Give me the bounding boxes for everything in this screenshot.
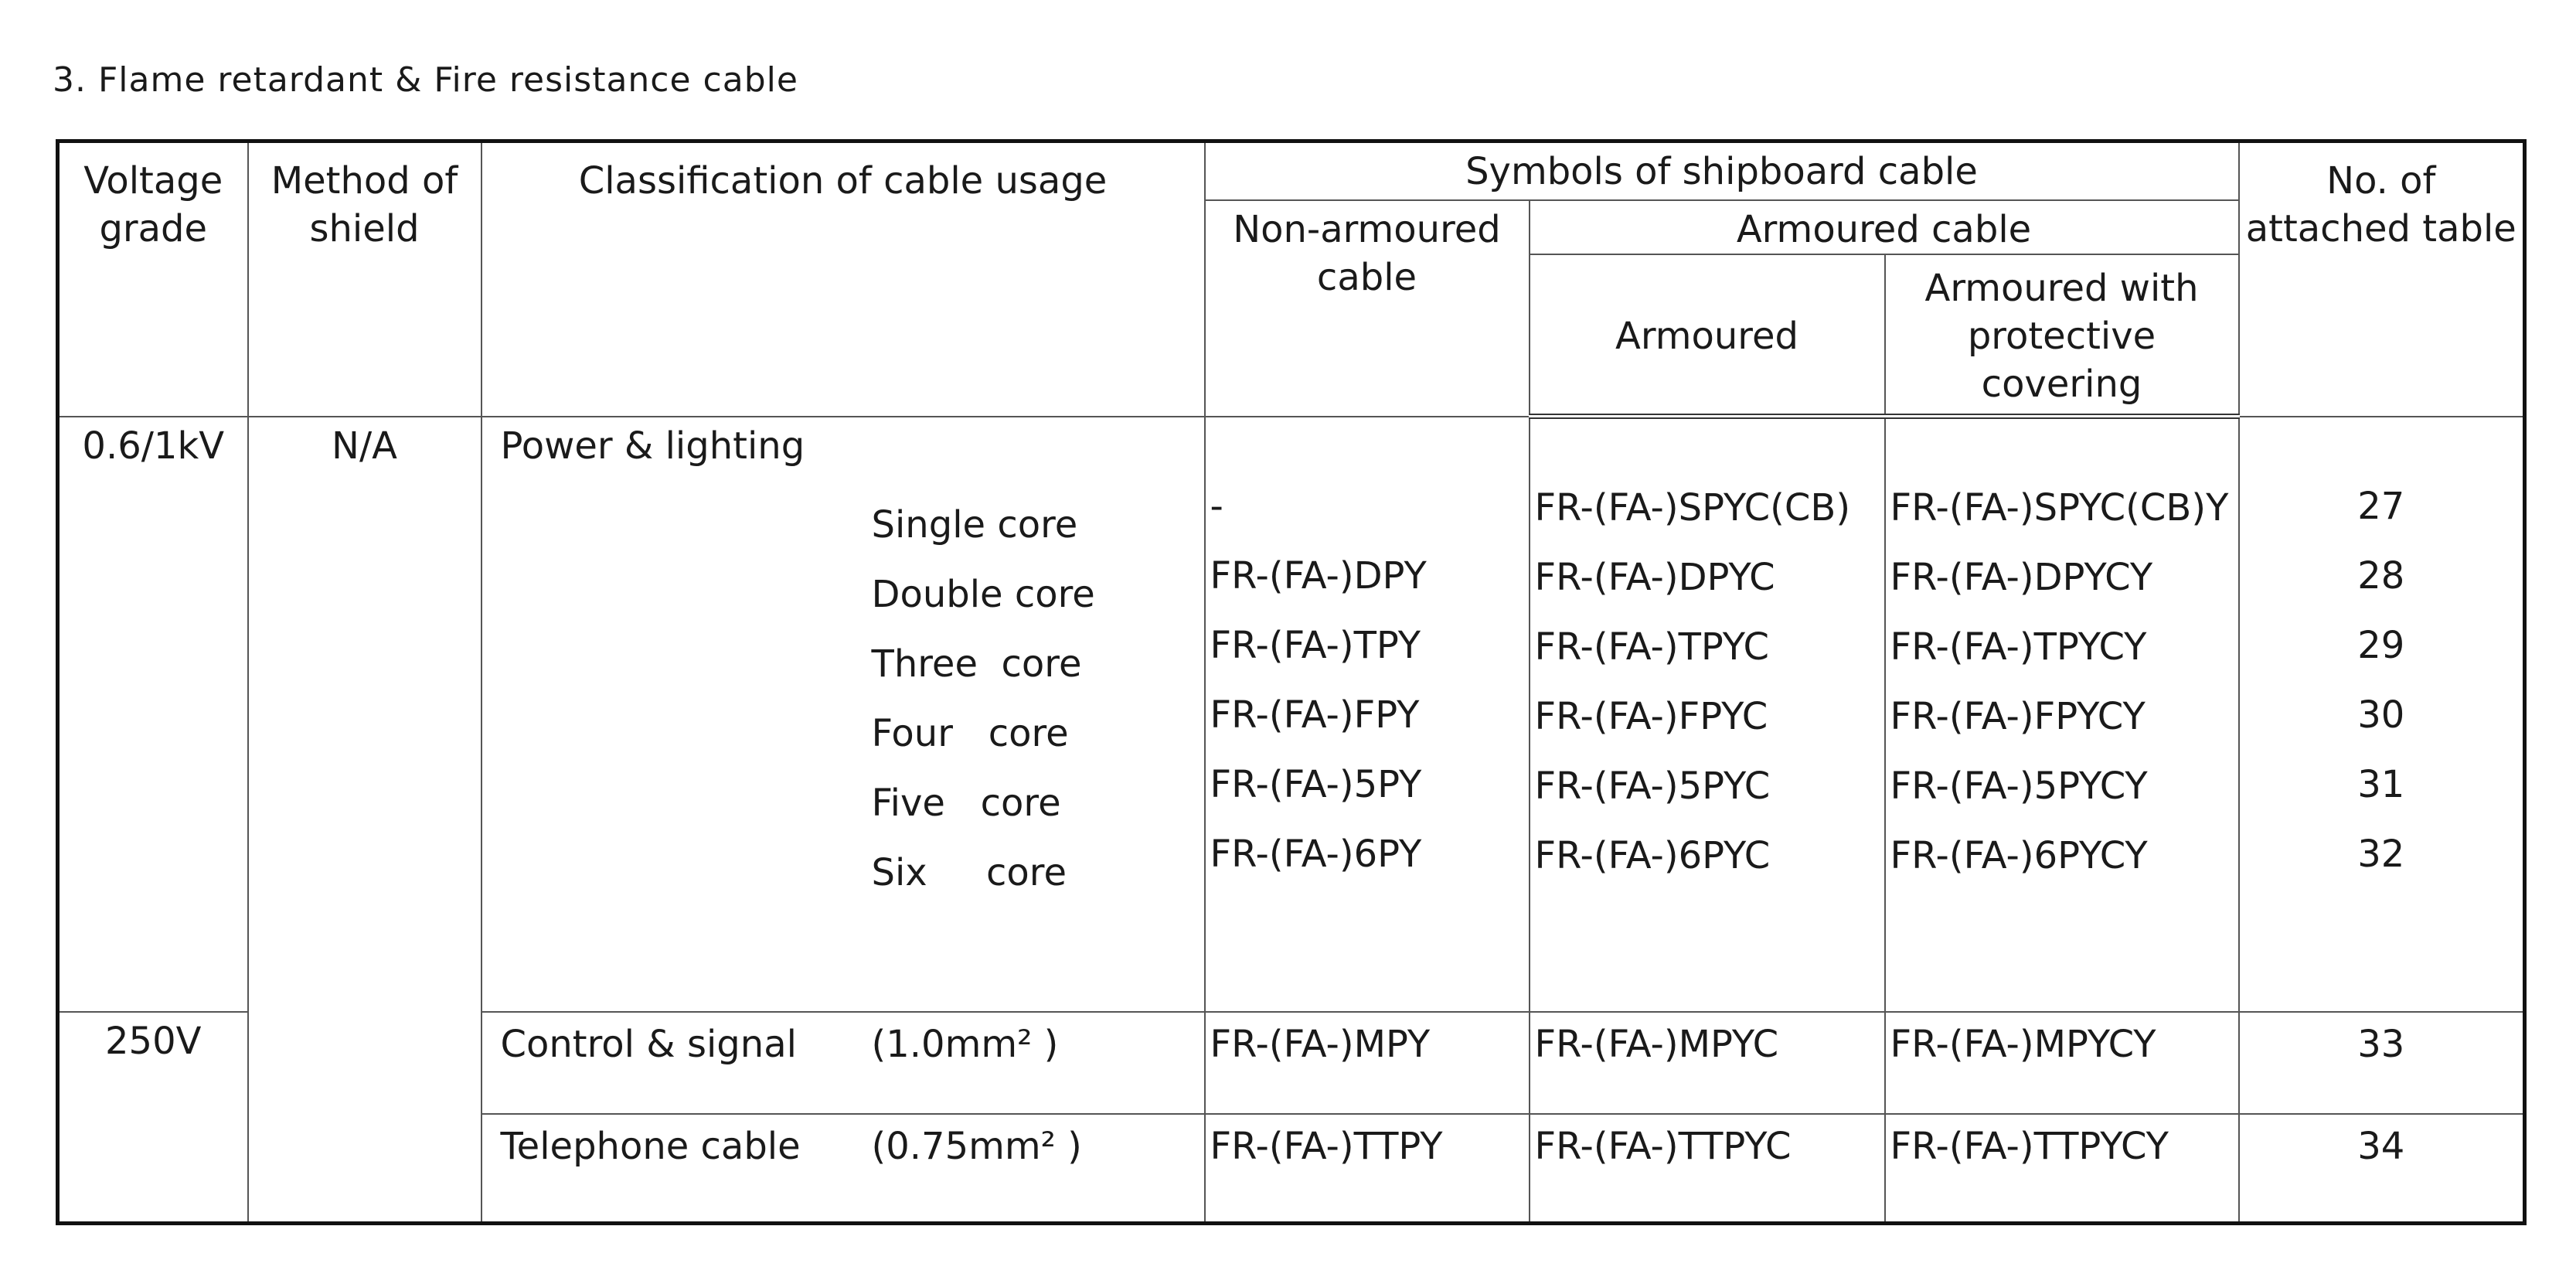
core-label: Four core bbox=[871, 711, 1069, 755]
table-no: 33 bbox=[2239, 1012, 2525, 1114]
symbol-text: FR-(FA-)TTPYCY bbox=[1885, 1114, 2239, 1224]
header-classification: Classification of cable usage bbox=[482, 141, 1205, 417]
header-non-armoured: Non-armoured cable bbox=[1205, 200, 1530, 417]
size-label: (0.75mm² ) bbox=[871, 1124, 1082, 1168]
armoured-cell bbox=[1530, 417, 1885, 1012]
symbol-text: FR-(FA-)SPYC(CB)Y bbox=[1890, 486, 2229, 530]
header-method-of-shield: Method of shield bbox=[248, 141, 482, 417]
size-label: (1.0mm² ) bbox=[871, 1022, 1059, 1066]
usage-cell bbox=[482, 1012, 1205, 1114]
protective-cell bbox=[1885, 417, 2239, 1012]
table-no: 32 bbox=[2357, 832, 2405, 876]
cable-table bbox=[56, 139, 2527, 1225]
table-no: 30 bbox=[2357, 693, 2405, 737]
symbol-text: FR-(FA-)MPYCY bbox=[1885, 1012, 2239, 1114]
symbol-text: FR-(FA-)5PYC bbox=[1534, 765, 1771, 808]
header-symbols: Symbols of shipboard cable bbox=[1205, 141, 2239, 200]
symbol-text: FR-(FA-)DPYCY bbox=[1890, 556, 2153, 599]
symbol-text: FR-(FA-)5PY bbox=[1210, 762, 1422, 806]
symbol-text: FR-(FA-)6PY bbox=[1210, 832, 1422, 876]
symbol-text: FR-(FA-)FPYCY bbox=[1890, 695, 2146, 738]
symbol-text: FR-(FA-)MPYC bbox=[1530, 1012, 1885, 1114]
table-no: 27 bbox=[2357, 484, 2405, 528]
symbol-text: FR-(FA-)TPYCY bbox=[1890, 625, 2147, 669]
symbol-text: FR-(FA-)TPY bbox=[1210, 623, 1421, 667]
usage-label: Power & lighting bbox=[500, 424, 805, 468]
page-title: 3. Flame retardant & Fire resistance cable bbox=[53, 60, 798, 100]
shield-cell: N/A bbox=[248, 417, 482, 1224]
symbol-text: - bbox=[1210, 484, 1223, 528]
symbol-text: FR-(FA-)TTPY bbox=[1205, 1114, 1530, 1224]
symbol-text: FR-(FA-)MPY bbox=[1205, 1012, 1530, 1114]
table-no-cell bbox=[2239, 417, 2525, 1012]
symbol-text: FR-(FA-)6PYCY bbox=[1890, 834, 2148, 877]
core-label: Three core bbox=[871, 642, 1082, 686]
header-attached-table: No. of attached table bbox=[2239, 141, 2525, 417]
symbol-text: FR-(FA-)DPYC bbox=[1534, 556, 1775, 599]
table-no: 31 bbox=[2357, 762, 2405, 806]
table-no: 28 bbox=[2357, 553, 2405, 598]
core-label: Single core bbox=[871, 502, 1078, 547]
header-armoured-protective: Armoured with protective covering bbox=[1885, 254, 2239, 417]
header-voltage-grade: Voltage grade bbox=[58, 141, 248, 417]
symbol-text: FR-(FA-)FPY bbox=[1210, 693, 1420, 737]
usage-label: Telephone cable bbox=[500, 1124, 801, 1168]
core-label: Double core bbox=[871, 572, 1095, 616]
usage-label: Control & signal bbox=[500, 1022, 797, 1066]
header-armoured: Armoured bbox=[1530, 254, 1885, 417]
header-armoured-cable: Armoured cable bbox=[1530, 200, 2239, 254]
core-label: Six core bbox=[871, 850, 1067, 894]
table-no: 34 bbox=[2239, 1114, 2525, 1224]
symbol-text: FR-(FA-)TPYC bbox=[1534, 625, 1770, 669]
symbol-text: FR-(FA-)DPY bbox=[1210, 553, 1427, 598]
core-label: Five core bbox=[871, 781, 1061, 825]
voltage-cell: 250V bbox=[58, 1012, 248, 1224]
voltage-cell: 0.6/1kV bbox=[58, 417, 248, 1012]
symbol-text: FR-(FA-)TTPYC bbox=[1530, 1114, 1885, 1224]
symbol-text: FR-(FA-)SPYC(CB) bbox=[1534, 486, 1851, 530]
symbol-text: FR-(FA-)FPYC bbox=[1534, 695, 1768, 738]
symbol-text: FR-(FA-)6PYC bbox=[1534, 834, 1771, 877]
usage-cell bbox=[482, 417, 1205, 1012]
non-armoured-cell bbox=[1205, 417, 1530, 1012]
symbol-text: FR-(FA-)5PYCY bbox=[1890, 765, 2148, 808]
table-no: 29 bbox=[2357, 623, 2405, 667]
usage-cell bbox=[482, 1114, 1205, 1224]
